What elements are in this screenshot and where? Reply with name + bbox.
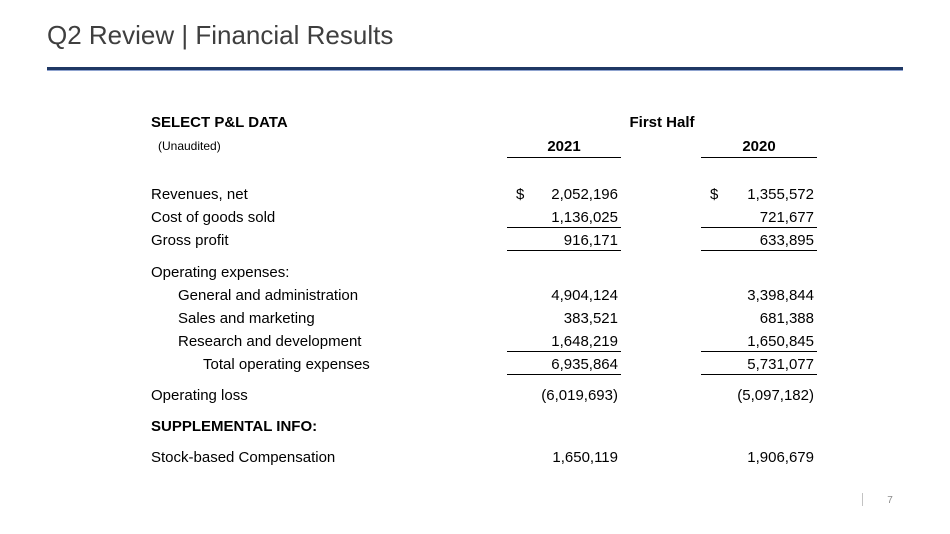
value-2021: 1,650,119 [552, 449, 618, 466]
value-2021: 1,648,219 [507, 331, 621, 352]
row-label: General and administration [178, 287, 359, 304]
row-label: Total operating expenses [203, 356, 370, 373]
value-2020: 1,906,679 [747, 449, 814, 466]
column-header-2021: 2021 [507, 137, 621, 158]
value-2020 [701, 184, 817, 205]
table-row-revenues [151, 184, 817, 207]
column-group-header: First Half [629, 114, 695, 131]
column-header-2020: 2020 [701, 137, 817, 158]
pl-table-body [151, 184, 817, 470]
value-2021: 6,935,864 [507, 354, 621, 375]
table-row-operating-expenses-header [151, 262, 817, 285]
row-label: SUPPLEMENTAL INFO: [151, 418, 318, 435]
row-label: Research and development [178, 333, 362, 350]
table-title: SELECT P&L DATA [151, 114, 288, 131]
row-label: Operating expenses: [151, 264, 290, 281]
value-2021 [507, 416, 621, 437]
value-2021: 916,171 [507, 230, 621, 251]
row-label: Cost of goods sold [151, 209, 276, 226]
value-2020: 681,388 [759, 310, 814, 327]
amount: 1,355,572 [747, 186, 814, 203]
slide-title: Q2 Review | Financial Results [47, 20, 394, 50]
value-2020: 1,650,845 [701, 331, 817, 352]
value-2021: 383,521 [563, 310, 618, 327]
value-2020: (5,097,182) [737, 387, 814, 404]
amount: 2,052,196 [551, 186, 618, 203]
value-2021 [507, 262, 621, 283]
value-2020: 3,398,844 [747, 287, 814, 304]
table-row-gross-profit [151, 230, 817, 253]
table-row-research-development [151, 331, 817, 354]
title-divider-rule [47, 67, 903, 71]
value-2020 [701, 416, 817, 437]
row-label: Sales and marketing [178, 310, 315, 327]
row-label: Operating loss [151, 387, 248, 404]
row-label: Gross profit [151, 232, 229, 249]
row-label: Revenues, net [151, 186, 248, 203]
value-2021 [507, 184, 621, 205]
value-2020: 5,731,077 [701, 354, 817, 375]
dollar-sign: $ [516, 186, 525, 203]
table-row-cogs [151, 207, 817, 230]
table-row-supplemental-info-header [151, 416, 817, 439]
table-row-stock-based-compensation [151, 447, 817, 470]
table-row-total-operating-expenses [151, 354, 817, 377]
value-2020: 633,895 [701, 230, 817, 251]
value-2021: 1,136,025 [507, 207, 621, 228]
table-row-general-admin [151, 285, 817, 308]
value-2020: 721,677 [701, 207, 817, 228]
value-2020 [701, 262, 817, 283]
value-2021: (6,019,693) [541, 387, 618, 404]
dollar-sign: $ [710, 186, 719, 203]
row-label: Stock-based Compensation [151, 449, 336, 466]
footer-divider-bar [862, 493, 863, 506]
table-row-operating-loss [151, 385, 817, 408]
value-2021: 4,904,124 [551, 287, 618, 304]
table-subtitle: (Unaudited) [158, 139, 221, 153]
table-row-sales-marketing [151, 308, 817, 331]
page-number: 7 [887, 495, 893, 506]
